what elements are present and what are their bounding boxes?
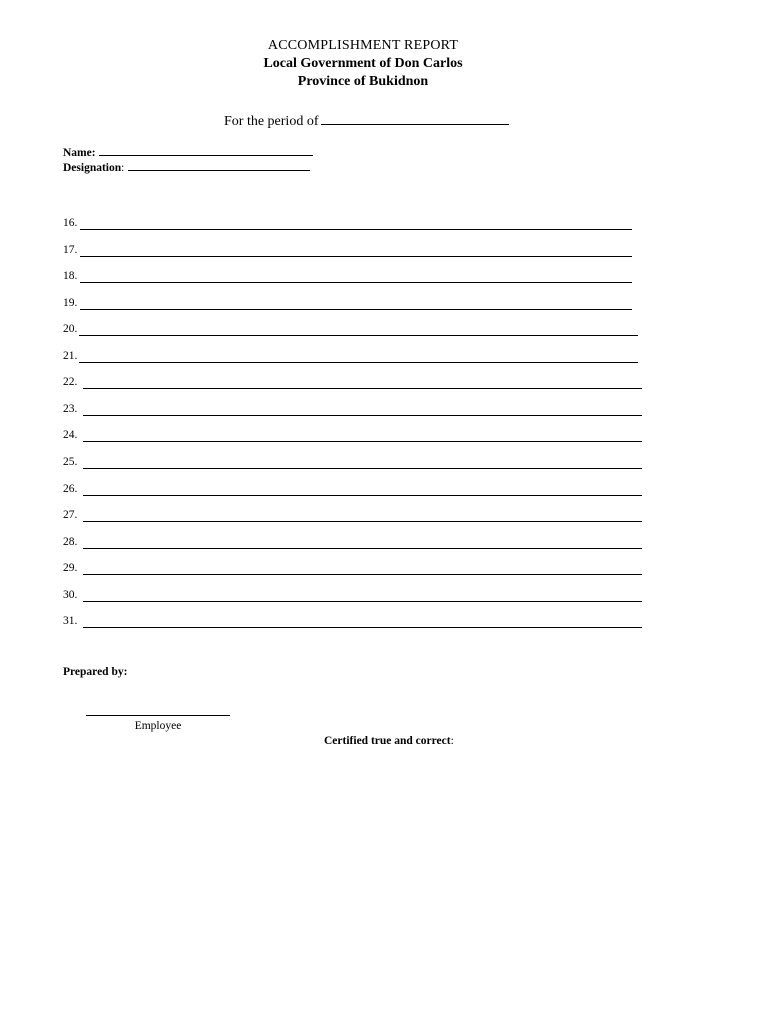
- designation-label: Designation: [63, 162, 122, 174]
- line-number: 19.: [63, 296, 78, 309]
- line-blank: [79, 335, 638, 336]
- line-blank: [80, 229, 632, 230]
- line-blank: [83, 415, 642, 416]
- name-row: [63, 145, 313, 159]
- line-blank: [83, 388, 642, 389]
- line-number: 21.: [63, 349, 78, 362]
- line-item: [63, 508, 642, 522]
- line-blank: [80, 309, 632, 310]
- employee-label: Employee: [134, 720, 182, 732]
- line-blank: [80, 256, 632, 257]
- line-number: 25.: [63, 455, 78, 468]
- employee-signature-line: [86, 715, 230, 716]
- line-number: 26.: [63, 482, 78, 495]
- line-item: [63, 322, 638, 336]
- period-label: For the period of: [224, 114, 319, 129]
- line-item: [63, 482, 642, 496]
- line-number: 27.: [63, 509, 78, 522]
- lgu-name: Local Government of Don Carlos: [263, 56, 463, 71]
- period-row: [224, 110, 509, 130]
- period-blank: [321, 110, 509, 125]
- certified-label: Certified true and correct: [324, 735, 451, 747]
- line-number: 20.: [63, 323, 78, 336]
- report-title: ACCOMPLISHMENT REPORT: [267, 38, 459, 53]
- province-name: Province of Bukidnon: [297, 74, 429, 89]
- line-item: [63, 216, 632, 230]
- certified-colon: :: [450, 735, 454, 747]
- line-number: 28.: [63, 535, 78, 548]
- designation-blank: [128, 160, 310, 171]
- name-blank: [99, 145, 313, 156]
- designation-colon: :: [121, 162, 125, 174]
- line-number: 18.: [63, 270, 78, 283]
- line-number: 29.: [63, 562, 78, 575]
- prepared-by-label: Prepared by:: [63, 666, 128, 678]
- line-blank: [83, 601, 642, 602]
- line-item: [63, 588, 642, 602]
- line-item: [63, 296, 632, 310]
- line-number: 16.: [63, 217, 78, 229]
- line-number: 22.: [63, 376, 78, 389]
- line-number: 30.: [63, 588, 78, 601]
- name-label: Name:: [63, 147, 96, 159]
- line-blank: [83, 441, 642, 442]
- line-item: [63, 375, 642, 389]
- line-item: [63, 455, 642, 469]
- line-item: [63, 428, 642, 442]
- line-item: [63, 243, 632, 257]
- line-item: [63, 614, 642, 628]
- line-blank: [79, 362, 638, 363]
- line-blank: [83, 548, 642, 549]
- line-number: 17.: [63, 243, 78, 256]
- designation-row: [63, 160, 310, 174]
- line-item: [63, 349, 638, 363]
- line-blank: [83, 521, 642, 522]
- line-item: [63, 561, 642, 575]
- line-number: 23.: [63, 402, 78, 415]
- line-blank: [83, 627, 642, 628]
- line-number: 31.: [63, 615, 78, 628]
- line-number: 24.: [63, 429, 78, 442]
- line-item: [63, 269, 632, 283]
- certified-label-row: [324, 735, 454, 747]
- line-blank: [83, 574, 642, 575]
- line-blank: [83, 468, 642, 469]
- line-item: [63, 402, 642, 416]
- line-blank: [80, 282, 632, 283]
- line-blank: [83, 495, 642, 496]
- line-item: [63, 535, 642, 549]
